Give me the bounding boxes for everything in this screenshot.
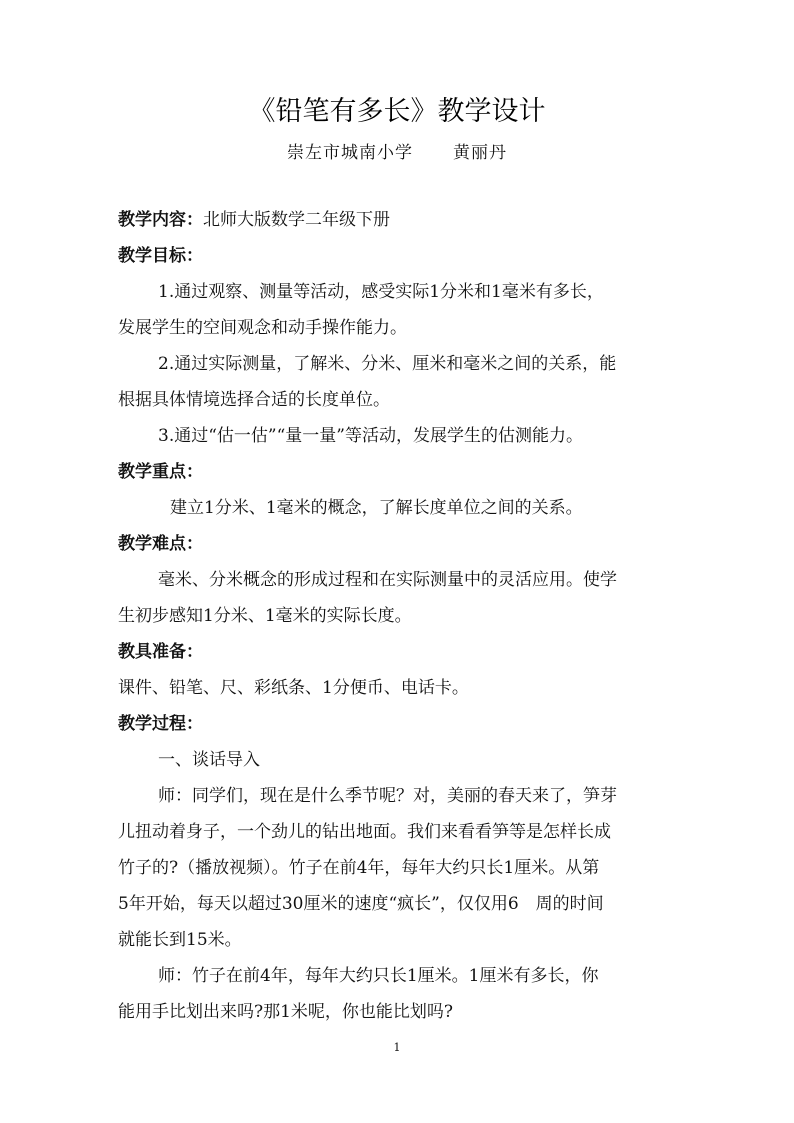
key-points-heading: 教学重点： bbox=[118, 462, 203, 482]
difficulties-heading: 教学难点： bbox=[118, 534, 203, 554]
content-heading: 教学内容： bbox=[118, 210, 203, 230]
difficulties-text: 毫米、分米概念的形成过程和在实际测量中的灵活应用。使学 bbox=[158, 570, 617, 590]
materials-text: 课件、铅笔、尺、彩纸条、1分便币、电话卡。 bbox=[118, 678, 469, 698]
goal-line: 根据具体情境选择合适的长度单位。 bbox=[118, 390, 390, 410]
author-name: 黄丽丹 bbox=[453, 143, 507, 163]
document-title: 《铅笔有多长》教学设计 bbox=[248, 96, 546, 127]
key-points-text: 建立1分米、1毫米的概念，了解长度单位之间的关系。 bbox=[170, 498, 583, 518]
school-name: 崇左市城南小学 bbox=[287, 143, 413, 163]
paragraph-line: 师：同学们，现在是什么季节呢？对，美丽的春天来了，笋芽 bbox=[158, 786, 617, 806]
paragraph-line: 就能长到15米。 bbox=[118, 930, 242, 950]
paragraph-line: 5年开始，每天以超过30厘米的速度“疯长”，仅仅用6 周的时间 bbox=[118, 894, 604, 914]
paragraph-line: 竹子的?（播放视频）。竹子在前4年，每年大约只长1厘米。从第 bbox=[118, 858, 600, 878]
paragraph-line: 儿扭动着身子，一个劲儿的钻出地面。我们来看看笋等是怎样长成 bbox=[118, 822, 611, 842]
materials-heading: 教具准备： bbox=[118, 642, 203, 662]
goal-line: 3.通过“估一估”“量一量”等活动，发展学生的估测能力。 bbox=[158, 426, 583, 446]
paragraph-line: 能用手比划出来吗?那1米呢，你也能比划吗? bbox=[118, 1002, 454, 1022]
content-text: 北师大版数学二年级下册 bbox=[203, 210, 390, 230]
content-line bbox=[118, 206, 678, 234]
paragraph-line: 师：竹子在前4年，每年大约只长1厘米。1厘米有多长，你 bbox=[158, 966, 599, 986]
process-heading: 教学过程： bbox=[118, 714, 203, 734]
goal-line: 发展学生的空间观念和动手操作能力。 bbox=[118, 318, 407, 338]
goals-heading: 教学目标： bbox=[118, 246, 203, 266]
difficulties-text: 生初步感知1分米、1毫米的实际长度。 bbox=[118, 606, 412, 626]
author-line bbox=[0, 139, 794, 167]
page-number: 1 bbox=[393, 1041, 401, 1054]
section-heading: 一、谈话导入 bbox=[158, 750, 260, 770]
goal-line: 1.通过观察、测量等活动，感受实际1分米和1毫米有多长， bbox=[158, 282, 604, 302]
goal-line: 2.通过实际测量，了解米、分米、厘米和毫米之间的关系，能 bbox=[158, 354, 617, 374]
